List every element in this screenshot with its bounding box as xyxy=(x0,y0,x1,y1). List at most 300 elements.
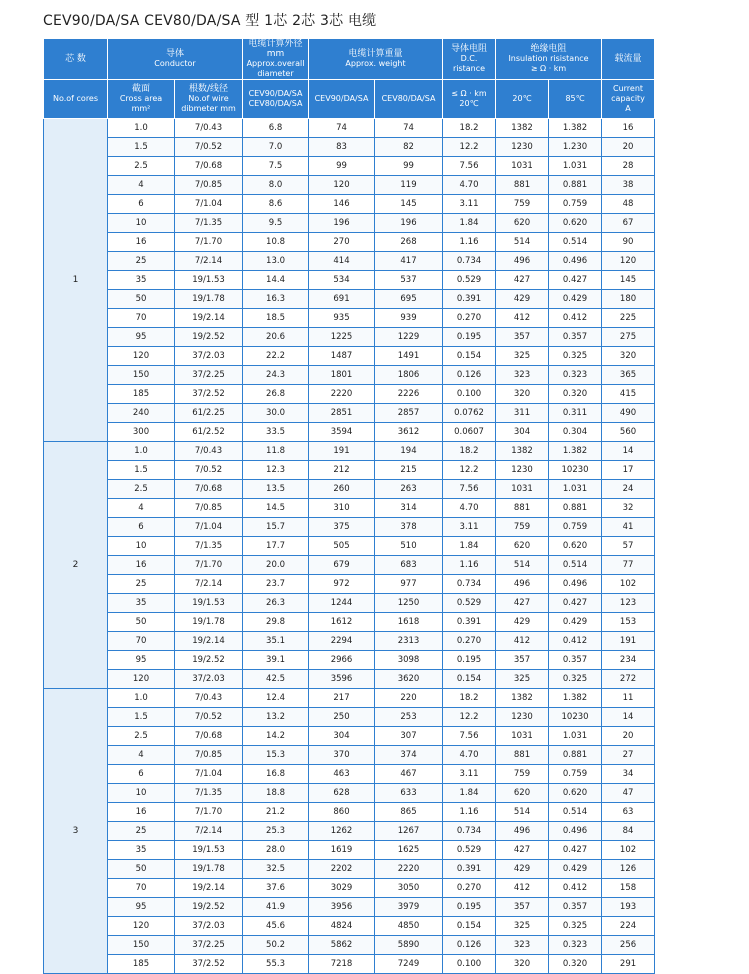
weight-cev80-cell: 3050 xyxy=(375,879,443,898)
diameter-cell: 26.3 xyxy=(243,594,309,613)
wire-cell: 7/0.43 xyxy=(175,689,243,708)
diameter-cell: 22.2 xyxy=(243,347,309,366)
diameter-cell: 28.0 xyxy=(243,841,309,860)
dc-resistance-cell: 0.734 xyxy=(443,575,496,594)
cable-spec-table xyxy=(43,38,709,974)
wire-cell: 19/2.52 xyxy=(175,328,243,347)
wire-cell: 7/1.70 xyxy=(175,803,243,822)
weight-cev80-cell: 1618 xyxy=(375,613,443,632)
dc-resistance-cell: 1.84 xyxy=(443,214,496,233)
wire-cell: 61/2.25 xyxy=(175,404,243,423)
dc-resistance-cell: 12.2 xyxy=(443,138,496,157)
diameter-cell: 50.2 xyxy=(243,936,309,955)
weight-cev80-cell: 2220 xyxy=(375,860,443,879)
dc-resistance-cell: 3.11 xyxy=(443,195,496,214)
weight-cev80-cell: 3979 xyxy=(375,898,443,917)
dc-resistance-cell: 0.529 xyxy=(443,594,496,613)
cross-area-cell: 10 xyxy=(108,214,175,233)
insulation-20c-cell: 412 xyxy=(496,879,549,898)
weight-cev90-cell: 3029 xyxy=(309,879,375,898)
dc-resistance-cell: 12.2 xyxy=(443,708,496,727)
insulation-20c-cell: 620 xyxy=(496,784,549,803)
weight-cev80-cell: 74 xyxy=(375,119,443,138)
weight-cev90-cell: 212 xyxy=(309,461,375,480)
header-weight-cev80: CEV80/DA/SA xyxy=(375,80,443,119)
wire-cell: 7/1.35 xyxy=(175,784,243,803)
weight-cev80-cell: 196 xyxy=(375,214,443,233)
capacity-cell: 41 xyxy=(602,518,655,537)
weight-cev80-cell: 695 xyxy=(375,290,443,309)
capacity-cell: 20 xyxy=(602,727,655,746)
weight-cev90-cell: 146 xyxy=(309,195,375,214)
insulation-20c-cell: 323 xyxy=(496,936,549,955)
capacity-cell: 16 xyxy=(602,119,655,138)
table-row xyxy=(44,746,709,765)
weight-cev80-cell: 2226 xyxy=(375,385,443,404)
insulation-85c-cell: 0.620 xyxy=(549,784,602,803)
weight-cev80-cell: 1229 xyxy=(375,328,443,347)
weight-cev90-cell: 74 xyxy=(309,119,375,138)
dc-resistance-cell: 18.2 xyxy=(443,119,496,138)
wire-cell: 37/2.25 xyxy=(175,936,243,955)
weight-cev80-cell: 3098 xyxy=(375,651,443,670)
wire-cell: 61/2.52 xyxy=(175,423,243,442)
insulation-20c-cell: 1031 xyxy=(496,480,549,499)
weight-cev90-cell: 1262 xyxy=(309,822,375,841)
dc-resistance-cell: 0.154 xyxy=(443,670,496,689)
insulation-85c-cell: 0.496 xyxy=(549,575,602,594)
core-count-cell: 2 xyxy=(44,442,108,689)
table-header xyxy=(44,39,709,119)
cross-area-cell: 70 xyxy=(108,309,175,328)
weight-cev80-cell: 417 xyxy=(375,252,443,271)
weight-cev90-cell: 250 xyxy=(309,708,375,727)
header-diameter: 电缆计算外径mm Approx.overall diameter xyxy=(243,39,309,80)
diameter-cell: 55.3 xyxy=(243,955,309,974)
insulation-85c-cell: 0.320 xyxy=(549,385,602,404)
dc-resistance-cell: 18.2 xyxy=(443,689,496,708)
cross-area-cell: 2.5 xyxy=(108,480,175,499)
insulation-85c-cell: 0.759 xyxy=(549,765,602,784)
weight-cev80-cell: 268 xyxy=(375,233,443,252)
table-row xyxy=(44,689,709,708)
cross-area-cell: 4 xyxy=(108,746,175,765)
capacity-cell: 126 xyxy=(602,860,655,879)
wire-cell: 37/2.25 xyxy=(175,366,243,385)
insulation-20c-cell: 427 xyxy=(496,271,549,290)
insulation-20c-cell: 357 xyxy=(496,651,549,670)
capacity-cell: 256 xyxy=(602,936,655,955)
weight-cev90-cell: 414 xyxy=(309,252,375,271)
cross-area-cell: 185 xyxy=(108,385,175,404)
table-row xyxy=(44,632,709,651)
weight-cev80-cell: 977 xyxy=(375,575,443,594)
diameter-cell: 20.0 xyxy=(243,556,309,575)
wire-cell: 7/0.85 xyxy=(175,746,243,765)
wire-cell: 19/2.52 xyxy=(175,898,243,917)
table-row xyxy=(44,879,709,898)
capacity-cell: 225 xyxy=(602,309,655,328)
dc-resistance-cell: 4.70 xyxy=(443,746,496,765)
diameter-cell: 20.6 xyxy=(243,328,309,347)
cross-area-cell: 1.0 xyxy=(108,442,175,461)
insulation-85c-cell: 0.881 xyxy=(549,746,602,765)
table-row xyxy=(44,328,709,347)
wire-cell: 7/0.52 xyxy=(175,461,243,480)
table-row xyxy=(44,366,709,385)
dc-resistance-cell: 12.2 xyxy=(443,461,496,480)
cross-area-cell: 25 xyxy=(108,252,175,271)
diameter-cell: 12.4 xyxy=(243,689,309,708)
weight-cev80-cell: 307 xyxy=(375,727,443,746)
dc-resistance-cell: 1.16 xyxy=(443,803,496,822)
weight-cev90-cell: 120 xyxy=(309,176,375,195)
dc-resistance-cell: 0.391 xyxy=(443,290,496,309)
weight-cev80-cell: 510 xyxy=(375,537,443,556)
capacity-cell: 145 xyxy=(602,271,655,290)
table-row xyxy=(44,423,709,442)
header-insulation: 绝缘电阻 Insulation risistance ≥ Ω · km xyxy=(496,39,602,80)
dc-resistance-cell: 7.56 xyxy=(443,480,496,499)
dc-resistance-cell: 7.56 xyxy=(443,727,496,746)
diameter-cell: 15.3 xyxy=(243,746,309,765)
weight-cev90-cell: 2966 xyxy=(309,651,375,670)
insulation-20c-cell: 320 xyxy=(496,955,549,974)
weight-cev80-cell: 263 xyxy=(375,480,443,499)
table-row xyxy=(44,613,709,632)
cross-area-cell: 50 xyxy=(108,860,175,879)
insulation-85c-cell: 1.031 xyxy=(549,727,602,746)
weight-cev90-cell: 370 xyxy=(309,746,375,765)
weight-cev90-cell: 505 xyxy=(309,537,375,556)
dc-resistance-cell: 1.16 xyxy=(443,233,496,252)
table-row xyxy=(44,195,709,214)
wire-cell: 7/0.43 xyxy=(175,119,243,138)
table-row xyxy=(44,271,709,290)
insulation-20c-cell: 620 xyxy=(496,214,549,233)
cross-area-cell: 2.5 xyxy=(108,727,175,746)
weight-cev80-cell: 467 xyxy=(375,765,443,784)
dc-resistance-cell: 0.270 xyxy=(443,309,496,328)
wire-cell: 19/1.53 xyxy=(175,594,243,613)
diameter-cell: 29.8 xyxy=(243,613,309,632)
diameter-cell: 42.5 xyxy=(243,670,309,689)
wire-cell: 7/0.85 xyxy=(175,499,243,518)
capacity-cell: 57 xyxy=(602,537,655,556)
weight-cev90-cell: 935 xyxy=(309,309,375,328)
insulation-85c-cell: 0.412 xyxy=(549,309,602,328)
table-row xyxy=(44,803,709,822)
insulation-20c-cell: 429 xyxy=(496,860,549,879)
weight-cev90-cell: 5862 xyxy=(309,936,375,955)
header-cores: 芯 数 xyxy=(44,39,108,80)
insulation-20c-cell: 325 xyxy=(496,347,549,366)
cross-area-cell: 35 xyxy=(108,594,175,613)
dc-resistance-cell: 0.0607 xyxy=(443,423,496,442)
weight-cev80-cell: 99 xyxy=(375,157,443,176)
capacity-cell: 224 xyxy=(602,917,655,936)
dc-resistance-cell: 3.11 xyxy=(443,518,496,537)
diameter-cell: 26.8 xyxy=(243,385,309,404)
insulation-85c-cell: 0.320 xyxy=(549,955,602,974)
insulation-85c-cell: 0.514 xyxy=(549,803,602,822)
table-row xyxy=(44,176,709,195)
table-row xyxy=(44,385,709,404)
insulation-85c-cell: 0.412 xyxy=(549,632,602,651)
cross-area-cell: 185 xyxy=(108,955,175,974)
header-conductor: 导体 Conductor xyxy=(108,39,243,80)
insulation-85c-cell: 0.325 xyxy=(549,917,602,936)
insulation-20c-cell: 304 xyxy=(496,423,549,442)
capacity-cell: 275 xyxy=(602,328,655,347)
cross-area-cell: 150 xyxy=(108,936,175,955)
capacity-cell: 191 xyxy=(602,632,655,651)
weight-cev80-cell: 1267 xyxy=(375,822,443,841)
dc-resistance-cell: 0.529 xyxy=(443,841,496,860)
table-row xyxy=(44,936,709,955)
insulation-20c-cell: 514 xyxy=(496,803,549,822)
insulation-85c-cell: 0.496 xyxy=(549,252,602,271)
cross-area-cell: 50 xyxy=(108,290,175,309)
header-capacity-en: Current capacity A xyxy=(602,80,655,119)
weight-cev90-cell: 3594 xyxy=(309,423,375,442)
diameter-cell: 14.2 xyxy=(243,727,309,746)
table-row xyxy=(44,461,709,480)
weight-cev90-cell: 375 xyxy=(309,518,375,537)
capacity-cell: 48 xyxy=(602,195,655,214)
weight-cev90-cell: 628 xyxy=(309,784,375,803)
header-capacity: 载流量 xyxy=(602,39,655,80)
insulation-85c-cell: 0.304 xyxy=(549,423,602,442)
table-row xyxy=(44,252,709,271)
diameter-cell: 16.3 xyxy=(243,290,309,309)
weight-cev90-cell: 196 xyxy=(309,214,375,233)
diameter-cell: 13.0 xyxy=(243,252,309,271)
insulation-85c-cell: 0.427 xyxy=(549,594,602,613)
weight-cev90-cell: 1225 xyxy=(309,328,375,347)
weight-cev90-cell: 99 xyxy=(309,157,375,176)
capacity-cell: 102 xyxy=(602,575,655,594)
dc-resistance-cell: 0.126 xyxy=(443,366,496,385)
wire-cell: 7/2.14 xyxy=(175,252,243,271)
diameter-cell: 45.6 xyxy=(243,917,309,936)
wire-cell: 19/2.52 xyxy=(175,651,243,670)
table-row xyxy=(44,347,709,366)
wire-cell: 7/0.43 xyxy=(175,442,243,461)
dc-resistance-cell: 18.2 xyxy=(443,442,496,461)
diameter-cell: 23.7 xyxy=(243,575,309,594)
insulation-85c-cell: 0.429 xyxy=(549,613,602,632)
capacity-cell: 11 xyxy=(602,689,655,708)
table-row xyxy=(44,727,709,746)
diameter-cell: 39.1 xyxy=(243,651,309,670)
wire-cell: 19/1.78 xyxy=(175,290,243,309)
insulation-20c-cell: 1031 xyxy=(496,727,549,746)
weight-cev90-cell: 1619 xyxy=(309,841,375,860)
insulation-85c-cell: 0.427 xyxy=(549,841,602,860)
wire-cell: 7/0.85 xyxy=(175,176,243,195)
table-row xyxy=(44,670,709,689)
header-diameter-types: CEV90/DA/SA CEV80/DA/SA xyxy=(243,80,309,119)
cross-area-cell: 4 xyxy=(108,176,175,195)
diameter-cell: 37.6 xyxy=(243,879,309,898)
capacity-cell: 560 xyxy=(602,423,655,442)
insulation-20c-cell: 357 xyxy=(496,898,549,917)
dc-resistance-cell: 1.84 xyxy=(443,784,496,803)
insulation-85c-cell: 0.759 xyxy=(549,518,602,537)
weight-cev90-cell: 2851 xyxy=(309,404,375,423)
insulation-85c-cell: 0.429 xyxy=(549,860,602,879)
table-row xyxy=(44,138,709,157)
table-row xyxy=(44,480,709,499)
insulation-20c-cell: 881 xyxy=(496,176,549,195)
header-dc-resistance: 导体电阻 D.C. ristance xyxy=(443,39,496,80)
diameter-cell: 41.9 xyxy=(243,898,309,917)
capacity-cell: 415 xyxy=(602,385,655,404)
wire-cell: 7/0.68 xyxy=(175,480,243,499)
insulation-85c-cell: 0.620 xyxy=(549,214,602,233)
weight-cev80-cell: 145 xyxy=(375,195,443,214)
wire-cell: 19/1.78 xyxy=(175,860,243,879)
weight-cev80-cell: 378 xyxy=(375,518,443,537)
dc-resistance-cell: 0.154 xyxy=(443,347,496,366)
capacity-cell: 63 xyxy=(602,803,655,822)
capacity-cell: 365 xyxy=(602,366,655,385)
wire-cell: 7/2.14 xyxy=(175,575,243,594)
wire-cell: 19/2.14 xyxy=(175,309,243,328)
insulation-85c-cell: 0.429 xyxy=(549,290,602,309)
table-row xyxy=(44,537,709,556)
capacity-cell: 14 xyxy=(602,708,655,727)
wire-cell: 7/1.70 xyxy=(175,556,243,575)
diameter-cell: 18.8 xyxy=(243,784,309,803)
dc-resistance-cell: 4.70 xyxy=(443,499,496,518)
table-row xyxy=(44,765,709,784)
weight-cev80-cell: 220 xyxy=(375,689,443,708)
wire-cell: 7/2.14 xyxy=(175,822,243,841)
insulation-20c-cell: 620 xyxy=(496,537,549,556)
capacity-cell: 27 xyxy=(602,746,655,765)
capacity-cell: 17 xyxy=(602,461,655,480)
cross-area-cell: 16 xyxy=(108,803,175,822)
table-row xyxy=(44,290,709,309)
weight-cev90-cell: 2202 xyxy=(309,860,375,879)
capacity-cell: 84 xyxy=(602,822,655,841)
table-row xyxy=(44,955,709,974)
capacity-cell: 180 xyxy=(602,290,655,309)
dc-resistance-cell: 1.16 xyxy=(443,556,496,575)
insulation-20c-cell: 325 xyxy=(496,917,549,936)
cross-area-cell: 6 xyxy=(108,765,175,784)
dc-resistance-cell: 0.100 xyxy=(443,385,496,404)
wire-cell: 37/2.52 xyxy=(175,955,243,974)
cross-area-cell: 6 xyxy=(108,195,175,214)
weight-cev80-cell: 1625 xyxy=(375,841,443,860)
dc-resistance-cell: 0.195 xyxy=(443,328,496,347)
capacity-cell: 272 xyxy=(602,670,655,689)
weight-cev80-cell: 82 xyxy=(375,138,443,157)
table-row xyxy=(44,309,709,328)
dc-resistance-cell: 0.100 xyxy=(443,955,496,974)
weight-cev90-cell: 304 xyxy=(309,727,375,746)
diameter-cell: 17.7 xyxy=(243,537,309,556)
insulation-20c-cell: 496 xyxy=(496,252,549,271)
weight-cev80-cell: 119 xyxy=(375,176,443,195)
weight-cev80-cell: 1250 xyxy=(375,594,443,613)
insulation-85c-cell: 0.323 xyxy=(549,366,602,385)
capacity-cell: 490 xyxy=(602,404,655,423)
wire-cell: 19/2.14 xyxy=(175,879,243,898)
weight-cev90-cell: 191 xyxy=(309,442,375,461)
weight-cev80-cell: 633 xyxy=(375,784,443,803)
table-row xyxy=(44,898,709,917)
insulation-85c-cell: 1.031 xyxy=(549,480,602,499)
insulation-20c-cell: 1230 xyxy=(496,461,549,480)
dc-resistance-cell: 0.734 xyxy=(443,252,496,271)
diameter-cell: 21.2 xyxy=(243,803,309,822)
table-row xyxy=(44,917,709,936)
weight-cev80-cell: 3612 xyxy=(375,423,443,442)
weight-cev80-cell: 865 xyxy=(375,803,443,822)
insulation-85c-cell: 0.325 xyxy=(549,670,602,689)
wire-cell: 37/2.52 xyxy=(175,385,243,404)
weight-cev80-cell: 1806 xyxy=(375,366,443,385)
insulation-20c-cell: 1382 xyxy=(496,119,549,138)
insulation-20c-cell: 412 xyxy=(496,309,549,328)
insulation-20c-cell: 1230 xyxy=(496,138,549,157)
weight-cev90-cell: 3956 xyxy=(309,898,375,917)
table-row xyxy=(44,651,709,670)
diameter-cell: 9.5 xyxy=(243,214,309,233)
table-row xyxy=(44,860,709,879)
insulation-20c-cell: 759 xyxy=(496,765,549,784)
weight-cev80-cell: 2313 xyxy=(375,632,443,651)
wire-cell: 7/0.68 xyxy=(175,157,243,176)
weight-cev90-cell: 83 xyxy=(309,138,375,157)
dc-resistance-cell: 0.391 xyxy=(443,613,496,632)
diameter-cell: 8.6 xyxy=(243,195,309,214)
core-count-cell: 3 xyxy=(44,689,108,974)
cross-area-cell: 95 xyxy=(108,328,175,347)
capacity-cell: 153 xyxy=(602,613,655,632)
wire-cell: 7/0.52 xyxy=(175,708,243,727)
insulation-20c-cell: 311 xyxy=(496,404,549,423)
weight-cev80-cell: 215 xyxy=(375,461,443,480)
table-row xyxy=(44,822,709,841)
insulation-20c-cell: 881 xyxy=(496,499,549,518)
table-row xyxy=(44,841,709,860)
insulation-20c-cell: 1382 xyxy=(496,442,549,461)
diameter-cell: 25.3 xyxy=(243,822,309,841)
dc-resistance-cell: 0.195 xyxy=(443,651,496,670)
cross-area-cell: 120 xyxy=(108,347,175,366)
weight-cev80-cell: 314 xyxy=(375,499,443,518)
weight-cev80-cell: 2857 xyxy=(375,404,443,423)
insulation-20c-cell: 1031 xyxy=(496,157,549,176)
diameter-cell: 13.2 xyxy=(243,708,309,727)
diameter-cell: 30.0 xyxy=(243,404,309,423)
header-wire: 根数/线径 No.of wire dibmeter mm xyxy=(175,80,243,119)
diameter-cell: 35.1 xyxy=(243,632,309,651)
insulation-20c-cell: 496 xyxy=(496,575,549,594)
cross-area-cell: 4 xyxy=(108,499,175,518)
insulation-85c-cell: 0.496 xyxy=(549,822,602,841)
table-row xyxy=(44,575,709,594)
header-cores-en: No.of cores xyxy=(44,80,108,119)
diameter-cell: 10.8 xyxy=(243,233,309,252)
cross-area-cell: 25 xyxy=(108,575,175,594)
wire-cell: 7/1.04 xyxy=(175,765,243,784)
